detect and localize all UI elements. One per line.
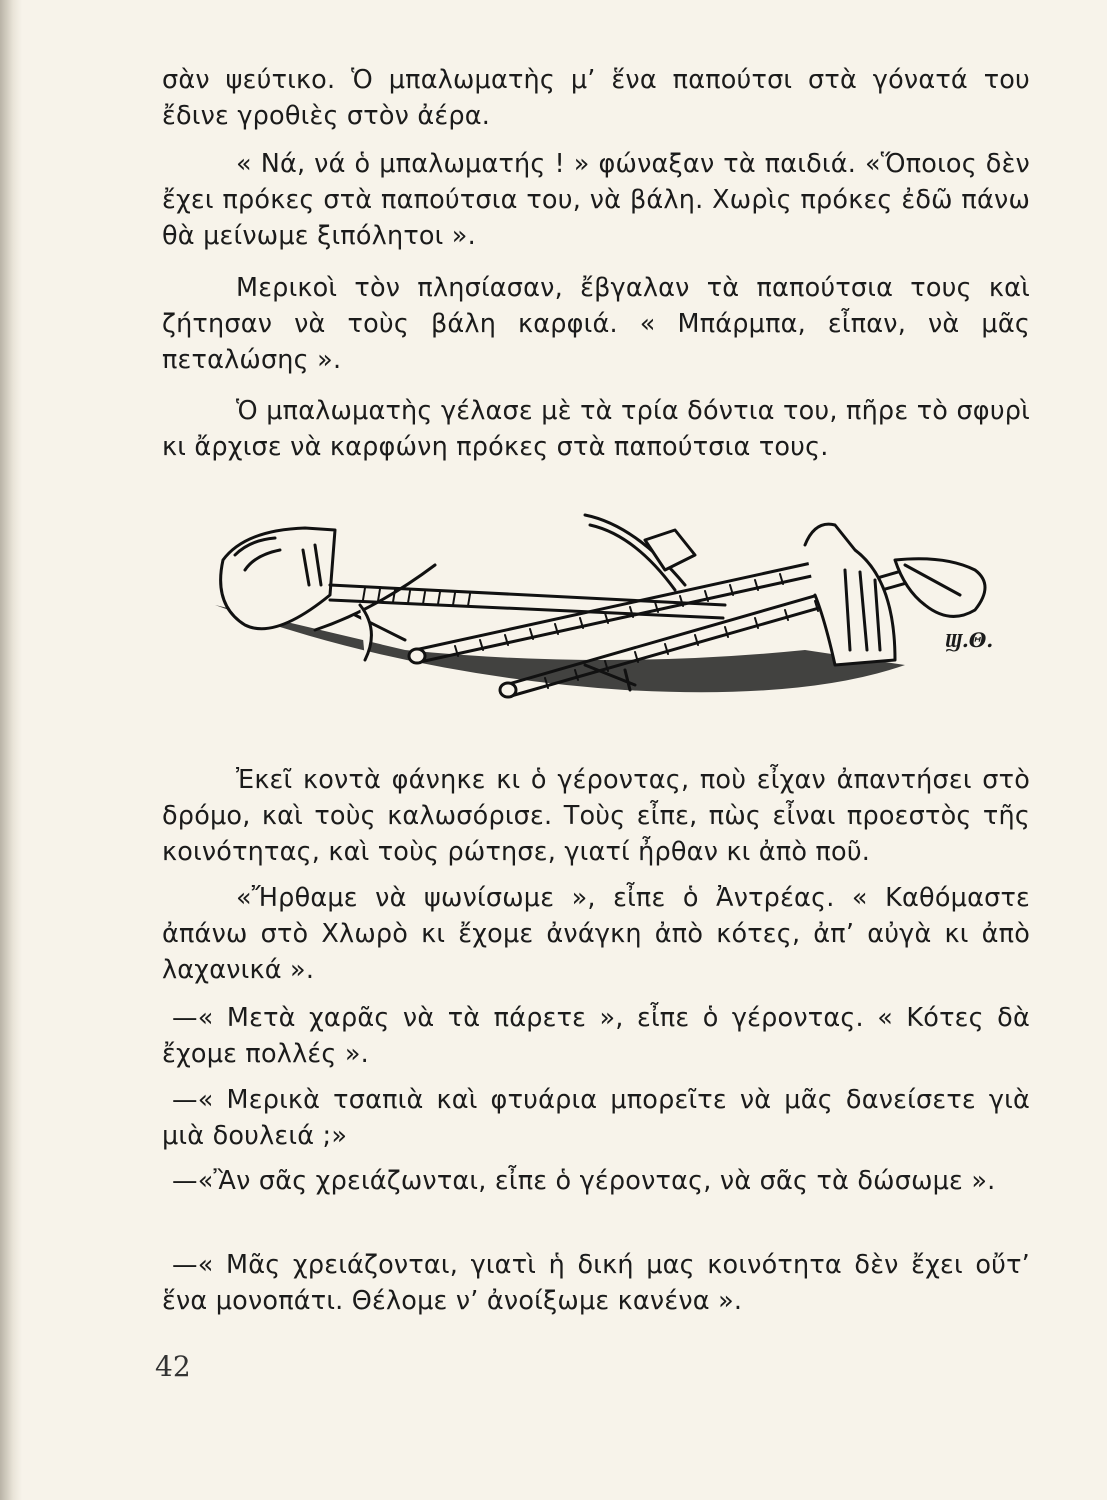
paragraph-6: «Ἤρθαμε νὰ ψωνίσωμε », εἶπε ὁ Ἀντρέας. « Καθόμαστε ἀπάνω στὸ Χλωρὸ κι ἔχομε ἀνάγκη ἀπὸ κότες, ἀπ’ αὐγὰ κι ἀπὸ λαχανικά ». — [162, 883, 1030, 985]
paragraph-3: Μερικοὶ τὸν πλησίασαν, ἔβγαλαν τὰ παπούτσια τους καὶ ζήτησαν νὰ τοὺς βάλη καρφιά. « Μπάρμπα, εἶπαν, νὰ μᾶς πεταλώσης ». — [162, 273, 1030, 375]
paragraph-1: σὰν ψεύτικο. Ὁ μπαλωματὴς μ’ ἕνα παπούτσι στὰ γόνατά του ἔδινε γροθιὲς στὸν ἀέρα. — [162, 65, 1030, 131]
paragraph-9: —«Ἂν σᾶς χρειάζωνται, εἶπε ὁ γέροντας, νὰ σᾶς τὰ δώσωμε ». — [172, 1166, 996, 1196]
paragraph-8: —« Μερικὰ τσαπιὰ καὶ φτυάρια μπορεῖτε νὰ μᾶς δανείσετε γιὰ μιὰ δουλειά ;» — [162, 1085, 1030, 1151]
paragraph-7: —« Μετὰ χαρᾶς νὰ τὰ πάρετε », εἶπε ὁ γέροντας. « Κότες δὰ ἔχομε πολλές ». — [162, 1003, 1030, 1069]
paragraph-2: « Νά, νά ὁ μπαλωματής ! » φώναξαν τὰ παιδιά. «Ὅποιος δὲν ἔχει πρόκες στὰ παπούτσια του, νὰ βάλη. Χωρὶς πρόκες ἐδῶ πάνω θὰ μείνωμε ξιπόλητοι ». — [162, 149, 1030, 251]
paragraph-5: Ἐκεῖ κοντὰ φάνηκε κι ὁ γέροντας, ποὺ εἶχαν ἀπαντήσει στὸ δρόμο, καὶ τοὺς καλωσόρισε. Τοὺς εἶπε, πὼς εἶναι προεστὸς τῆς κοινότητας, καὶ τοὺς ρώτησε, γιατί ἦρθαν κι ἀπὸ ποῦ. — [162, 765, 1030, 867]
tools-illustration — [205, 500, 1015, 710]
paragraph-10: —« Μᾶς χρειάζονται, γιατὶ ἡ δική μας κοινότητα δὲν ἔχει οὔτ’ ἕνα μονοπάτι. Θέλομε ν’ ἀνοίξωμε κανένα ». — [162, 1250, 1030, 1316]
illustrator-signature: Ϣ.Θ. — [945, 628, 994, 652]
page-number: 42 — [155, 1350, 191, 1383]
paragraph-4: Ὁ μπαλωματὴς γέλασε μὲ τὰ τρία δόντια του, πῆρε τὸ σφυρὶ κι ἄρχισε νὰ καρφώνη πρόκες στὰ παπούτσια τους. — [162, 396, 1030, 462]
